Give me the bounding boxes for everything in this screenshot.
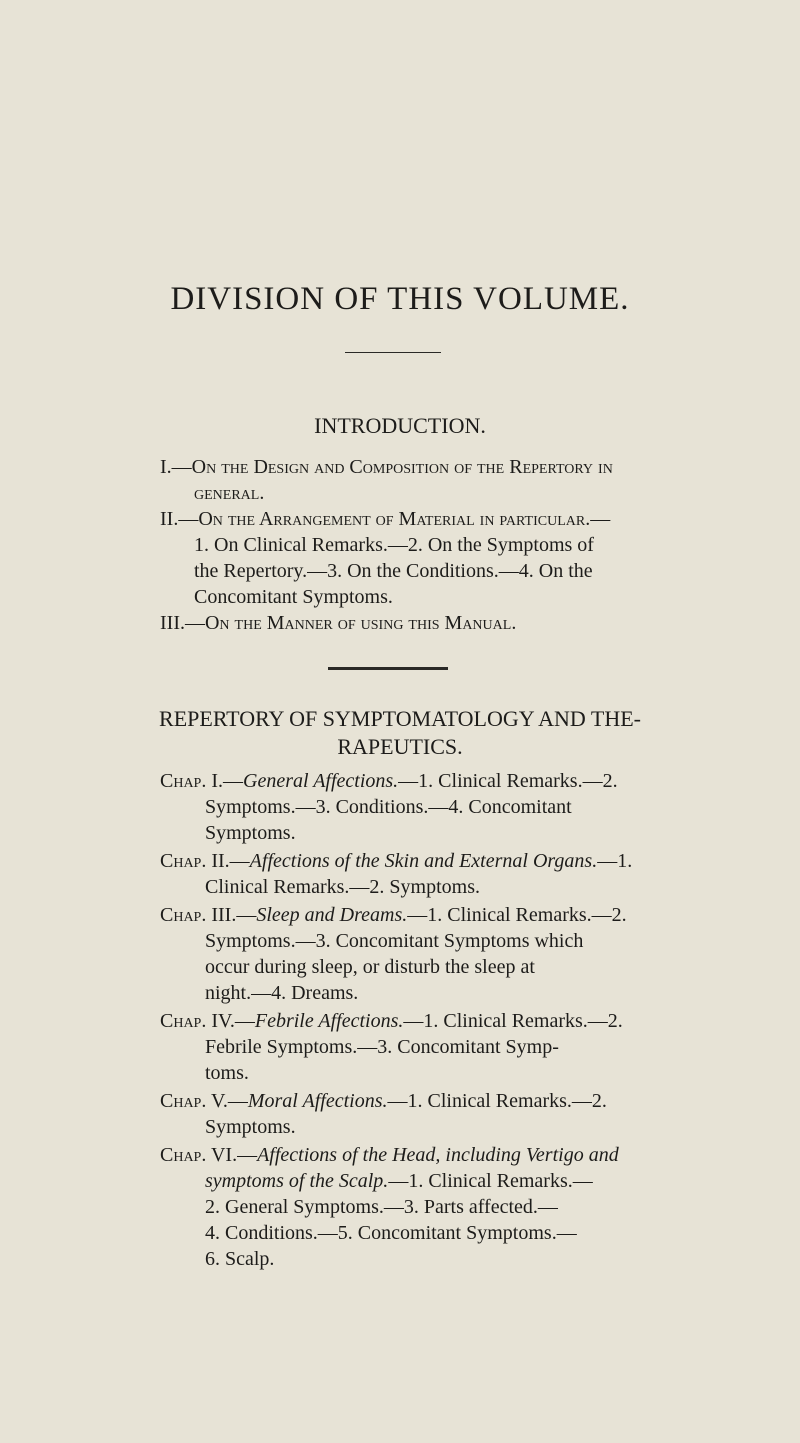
chapter-text: Symptoms.—3. Conditions.—4. Concomitant: [205, 796, 572, 818]
chapter-text: —1. Clinical Remarks.—2.: [407, 904, 627, 926]
chapter-text: occur during sleep, or disturb the sleep at: [205, 956, 535, 978]
repertory-heading-line: RAPEUTICS.: [337, 734, 463, 759]
item-number: I.: [160, 456, 172, 478]
chapter-entry: Chap. VI.—Affections of the Head, including Vertigo and symptoms of the Scalp.—1. Clinical Remarks.— 2. General Symptoms.—3. Parts affected.— 4. Conditions.—5. Concomitant Symptoms.— 6. Scalp.: [160, 1142, 730, 1272]
chapter-label: Chap. II.: [160, 850, 230, 872]
chapter-text: —1. Clinical Remarks.—2.: [403, 1010, 623, 1032]
item-text: the Repertory.—3. On the Conditions.—4. On the: [194, 560, 593, 582]
chapter-text: Symptoms.: [205, 822, 296, 844]
chapter-entry: Chap. V.—Moral Affections.—1. Clinical Remarks.—2. Symptoms.: [160, 1088, 730, 1140]
chapter-title: Affections of the Head, including Vertigo and: [257, 1144, 619, 1166]
chapter-label: Chap. I.: [160, 770, 224, 792]
chapter-text: —1. Clinical Remarks.—2.: [398, 770, 618, 792]
introduction-item: [160, 454, 730, 506]
chapter-text: Clinical Remarks.—2. Symptoms.: [205, 876, 480, 898]
chapter-label: Chap. IV.: [160, 1010, 235, 1032]
introduction-heading: INTRODUCTION.: [314, 413, 486, 438]
item-text: Concomitant Symptoms.: [194, 586, 393, 608]
chapter-title: General Affections.: [243, 770, 399, 792]
chapter-entry: Chap. I.—General Affections.—1. Clinical Remarks.—2. Symptoms.—3. Conditions.—4. Concomitant Symptoms.: [160, 768, 730, 846]
chapter-title: Affections of the Skin and External Organs.: [249, 850, 598, 872]
chapter-text: —1. Clinical Remarks.—2.: [387, 1090, 607, 1112]
item-text: general.: [194, 482, 265, 504]
chapter-text: 4. Conditions.—5. Concomitant Symptoms.—: [205, 1222, 577, 1244]
chapter-text: Symptoms.: [205, 1116, 296, 1138]
chapter-title: Febrile Affections.: [254, 1010, 404, 1032]
chapter-text: night.—4. Dreams.: [205, 982, 359, 1004]
item-text: 1. On Clinical Remarks.—2. On the Symptoms of: [194, 534, 594, 556]
divider-rule: [345, 352, 441, 353]
chapter-title: Sleep and Dreams.: [256, 904, 408, 926]
introduction-item: [160, 610, 730, 636]
item-text: —On the Arrangement of Material in particular.—: [178, 508, 611, 530]
item-text: —On the Design and Composition of the Repertory in: [171, 456, 613, 478]
repertory-heading-line: REPERTORY OF SYMPTOMATOLOGY AND THE-: [159, 706, 641, 731]
chapter-label: Chap. III.: [160, 904, 237, 926]
chapter-text: 2. General Symptoms.—3. Parts affected.—: [205, 1196, 558, 1218]
chapter-entry: Chap. IV.—Febrile Affections.—1. Clinical Remarks.—2. Febrile Symptoms.—3. Concomitant Symp- toms.: [160, 1008, 730, 1086]
divider-rule: [328, 667, 448, 670]
chapter-entry: Chap. II.—Affections of the Skin and External Organs.—1. Clinical Remarks.—2. Symptoms.: [160, 848, 730, 900]
page-title: DIVISION OF THIS VOLUME.: [170, 281, 630, 317]
chapter-text: —1. Clinical Remarks.—: [388, 1170, 593, 1192]
chapter-text: —1.: [597, 850, 633, 872]
chapter-text: Symptoms.—3. Concomitant Symptoms which: [205, 930, 584, 952]
chapter-text: toms.: [205, 1062, 249, 1084]
chapter-text: Febrile Symptoms.—3. Concomitant Symp-: [205, 1036, 559, 1058]
repertory-heading: [0, 705, 800, 761]
introduction-item: [160, 506, 730, 610]
item-number: II.: [160, 508, 179, 530]
chapter-text: 6. Scalp.: [205, 1248, 275, 1270]
chapter-entry: Chap. III.—Sleep and Dreams.—1. Clinical Remarks.—2. Symptoms.—3. Concomitant Symptoms which occur during sleep, or disturb the sleep at night.—4. Dreams.: [160, 902, 730, 1006]
item-text: —On the Manner of using this Manual.: [184, 612, 517, 634]
chapter-label: Chap. VI.: [160, 1144, 238, 1166]
chapter-label: Chap. V.: [160, 1090, 228, 1112]
chapter-title: Moral Affections.: [247, 1090, 388, 1112]
item-number: III.: [160, 612, 185, 634]
chapter-title: symptoms of the Scalp.: [205, 1170, 389, 1192]
